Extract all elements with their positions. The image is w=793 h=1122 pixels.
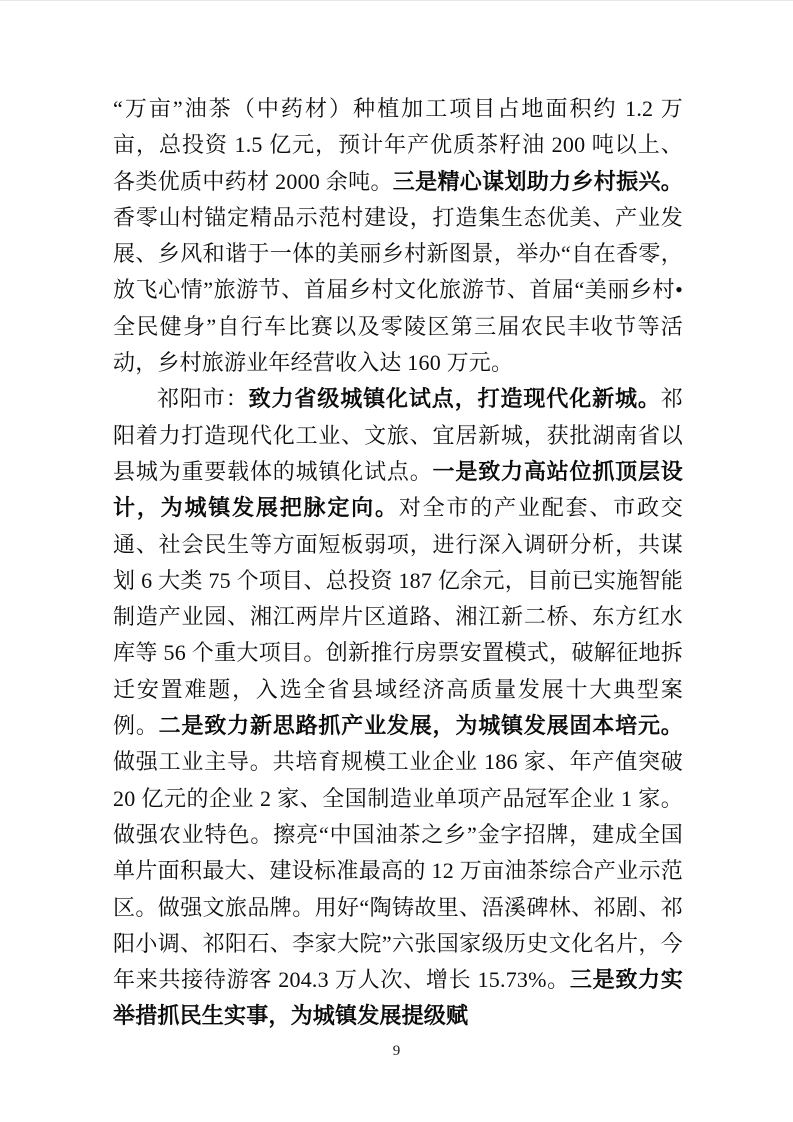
text-run: 祁阳着力打造现代化工业、文旅、宜居新城，获批湖南省以县城为重要载体的城镇化试点。	[113, 386, 683, 484]
text-run: “万亩”油茶（中药材）种植加工项目占地面积约 1.2 万亩，总投资 1.5 亿元，预计年产优质茶籽油 200 吨以上、各类优质中药材 2000 余吨。	[113, 96, 683, 194]
text-run: 做强工业主导。共培育规模工业企业 186 家、年产值突破 20 亿元的企业 2 家、全国制造业单项产品冠军企业 1 家。做强农业特色。擦亮“中国油茶之乡”金字招牌，建成全国单片面积最大、建设标准最高的 12 万亩油茶综合产业示范区。做强文旅品牌。用好“陶铸故里、浯溪碑林、祁剧、祁阳小调、祁阳石、李家大院”六张国家级历史文化名片，今年来共接待游客 204.3 万人次、增长 15.73%。	[113, 749, 683, 993]
text-run-emphasis: 致力省级城镇化试点，打造现代化新城。	[248, 386, 661, 412]
paragraph	[113, 91, 683, 381]
text-run: 香零山村锚定精品示范村建设，打造集生态优美、产业发展、乡风和谐于一体的美丽乡村新图景，举办“自在香零，放飞心情”旅游节、首届乡村文化旅游节、首届“美丽乡村•全民健身”自行车比赛以及零陵区第三届农民丰收节等活动，乡村旅游业年经营收入达 160 万元。	[113, 204, 683, 376]
paragraph	[113, 381, 683, 1034]
text-run: 对全市的产业配套、市政交通、社会民生等方面短板弱项，进行深入调研分析，共谋划 6 大类 75 个项目、总投资 187 亿余元，目前已实施智能制造产业园、湘江两岸片区道路、湘江新二桥、东方红水库等 56 个重大项目。创新推行房票安置模式，破解征地拆迁安置难题，入选全省县域经济高质量发展十大典型案例。	[113, 495, 683, 739]
text-run-emphasis: 三是精心谋划助力乡村振兴。	[392, 168, 683, 194]
text-run: 祁阳市：	[157, 386, 249, 412]
text-run-emphasis: 二是致力新思路抓产业发展，为城镇发展固本培元。	[158, 713, 683, 739]
text-run-emphasis: 三是致力实举措抓民生实事，为城镇发展提级赋	[113, 967, 683, 1029]
document-body	[113, 91, 683, 1035]
page-number: 9	[392, 1043, 401, 1059]
page-footer	[0, 1042, 793, 1060]
text-run-emphasis: 一是致力高站位抓顶层设计，为城镇发展把脉定向。	[113, 458, 683, 521]
